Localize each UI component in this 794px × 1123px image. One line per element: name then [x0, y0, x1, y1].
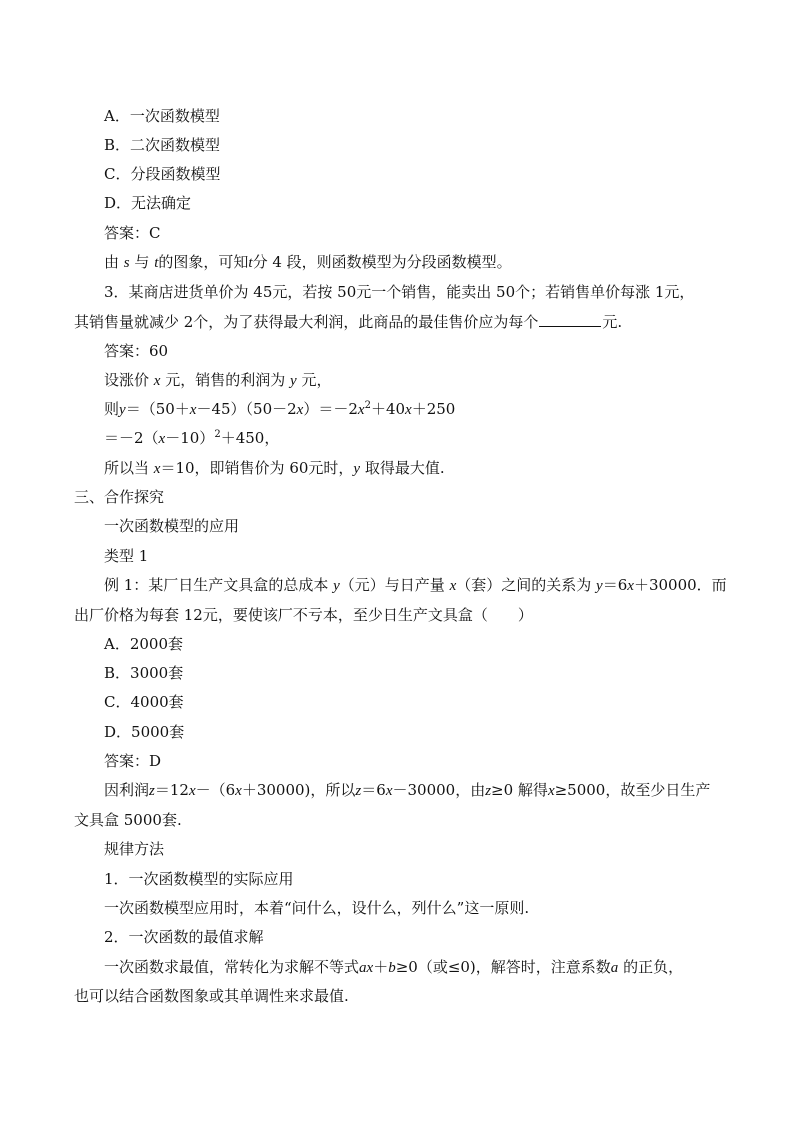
option-a: A．2000套 [104, 635, 184, 653]
text: ＋250 [411, 400, 456, 418]
explanation-line-1 [104, 780, 710, 800]
option-b: B．二次函数模型 [104, 136, 221, 154]
text: ≥5000，故至少日生产 [554, 781, 711, 799]
solution-line-1 [104, 370, 332, 390]
text: 的正负， [623, 958, 684, 976]
solution-line-3 [104, 428, 279, 448]
text: ＋30000)，所以 [241, 781, 356, 799]
var-x: x [153, 461, 161, 477]
var-x: x [296, 402, 304, 418]
text: （套）之间的关系为 [456, 576, 592, 594]
option-a: A．一次函数模型 [104, 107, 220, 125]
text: －30000，由 [392, 781, 486, 799]
var-y: y [333, 578, 340, 594]
var-y: y [596, 578, 603, 594]
var-x: x [357, 402, 365, 418]
method-title: 规律方法 [104, 840, 165, 858]
option-b: B．3000套 [104, 664, 184, 682]
example-1-line-1 [104, 575, 727, 595]
text: 一次函数求最值，常转化为求解不等式 [104, 958, 360, 976]
text: －（6 [195, 781, 236, 799]
text: ＝12 [154, 781, 189, 799]
option-c: C．4000套 [104, 693, 184, 711]
var-t: t [248, 255, 253, 271]
option-d: D．无法确定 [104, 194, 192, 212]
text: 由 [104, 253, 120, 271]
example-1-line-2: 出厂价格为每套 12元，要使该厂不亏本，至少日生产文具盒（ ） [74, 606, 533, 624]
text: ＋30000．而 [633, 576, 727, 594]
text: ＝6 [602, 576, 628, 594]
method-point-2-title: 2．一次函数的最值求解 [104, 928, 264, 946]
answer-line: 答案：D [104, 752, 162, 770]
var-a: a [610, 960, 619, 976]
option-c: C．分段函数模型 [104, 165, 221, 183]
text: 其销售量就减少 2个，为了获得最大利润，此商品的最佳售价应为每个 [74, 313, 539, 331]
text: 与 [134, 253, 150, 271]
text: ）＝－2 [303, 400, 358, 418]
text: 元，销售的利润为 [165, 371, 286, 389]
answer-line: 答案：C [104, 224, 161, 242]
method-point-1-body: 一次函数模型应用时，本着“问什么，设什么，列什么”这一原则. [104, 899, 530, 917]
section-heading: 三、合作探究 [74, 488, 165, 506]
text: ＝－2（ [104, 429, 159, 447]
method-point-2-line-1 [104, 957, 683, 977]
fill-blank [539, 312, 601, 327]
exponent: 2 [214, 429, 221, 440]
answer-line: 答案：60 [104, 342, 169, 360]
text: 元. [602, 313, 623, 331]
method-point-1-title: 1．一次函数模型的实际应用 [104, 870, 294, 888]
var-b: b [388, 960, 396, 976]
text: ≥0（或≤0)，解答时，注意系数 [395, 958, 611, 976]
var-x: x [547, 783, 555, 799]
text: ＋ [373, 958, 389, 976]
var-x: x [385, 783, 393, 799]
var-z: z [149, 783, 155, 799]
text: －10） [165, 429, 215, 447]
text: 取得最大值. [364, 459, 445, 477]
var-x: x [405, 402, 412, 418]
subsection-title: 一次函数模型的应用 [104, 517, 240, 535]
var-x: x [449, 578, 457, 594]
var-x: x [235, 783, 242, 799]
var-ax: ax [359, 960, 374, 976]
question-3-line-1: 3．某商店进货单价为 45元，若按 50元一个销售，能卖出 50个；若销售单价每涨 1元， [104, 283, 695, 301]
text: ＝6 [361, 781, 386, 799]
method-point-2-line-2: 也可以结合函数图象或其单调性来求最值. [74, 987, 349, 1005]
text: ＝（50＋ [125, 400, 190, 418]
text: 例 1：某厂日生产文具盒的总成本 [104, 576, 329, 594]
var-z: z [485, 783, 492, 799]
var-x: x [627, 578, 634, 594]
type-label: 类型 1 [104, 547, 149, 565]
var-s: s [123, 255, 130, 271]
text: －45）（50－2 [196, 400, 297, 418]
text: 设涨价 [104, 371, 150, 389]
var-y: y [119, 402, 126, 418]
text: 分 4 段，则函数模型为分段函数模型。 [252, 253, 512, 271]
text: （元）与日产量 [339, 576, 445, 594]
var-z: z [355, 783, 362, 799]
var-x: x [153, 373, 161, 389]
text: ≥0 解得 [491, 781, 548, 799]
text: 因利润 [104, 781, 150, 799]
text: 所以当 [104, 459, 150, 477]
text: 的图象，可知 [158, 253, 249, 271]
question-3-line-2 [74, 312, 622, 332]
solution-line-2 [104, 399, 455, 419]
var-x: x [188, 783, 196, 799]
var-t: t [154, 255, 159, 271]
var-y: y [290, 373, 297, 389]
text: ＋40 [370, 400, 406, 418]
var-x: x [189, 402, 197, 418]
text: 则 [104, 400, 120, 418]
option-d: D．5000套 [104, 723, 185, 741]
var-x: x [158, 431, 166, 447]
explanation-line-2: 文具盒 5000套. [74, 811, 182, 829]
explanation-line [104, 252, 512, 272]
var-y: y [353, 461, 361, 477]
text: ＝10，即销售价为 60元时， [160, 459, 354, 477]
solution-line-4 [104, 458, 445, 478]
text: ＋450， [220, 429, 280, 447]
exponent: 2 [364, 400, 371, 411]
text: 元， [301, 371, 332, 389]
